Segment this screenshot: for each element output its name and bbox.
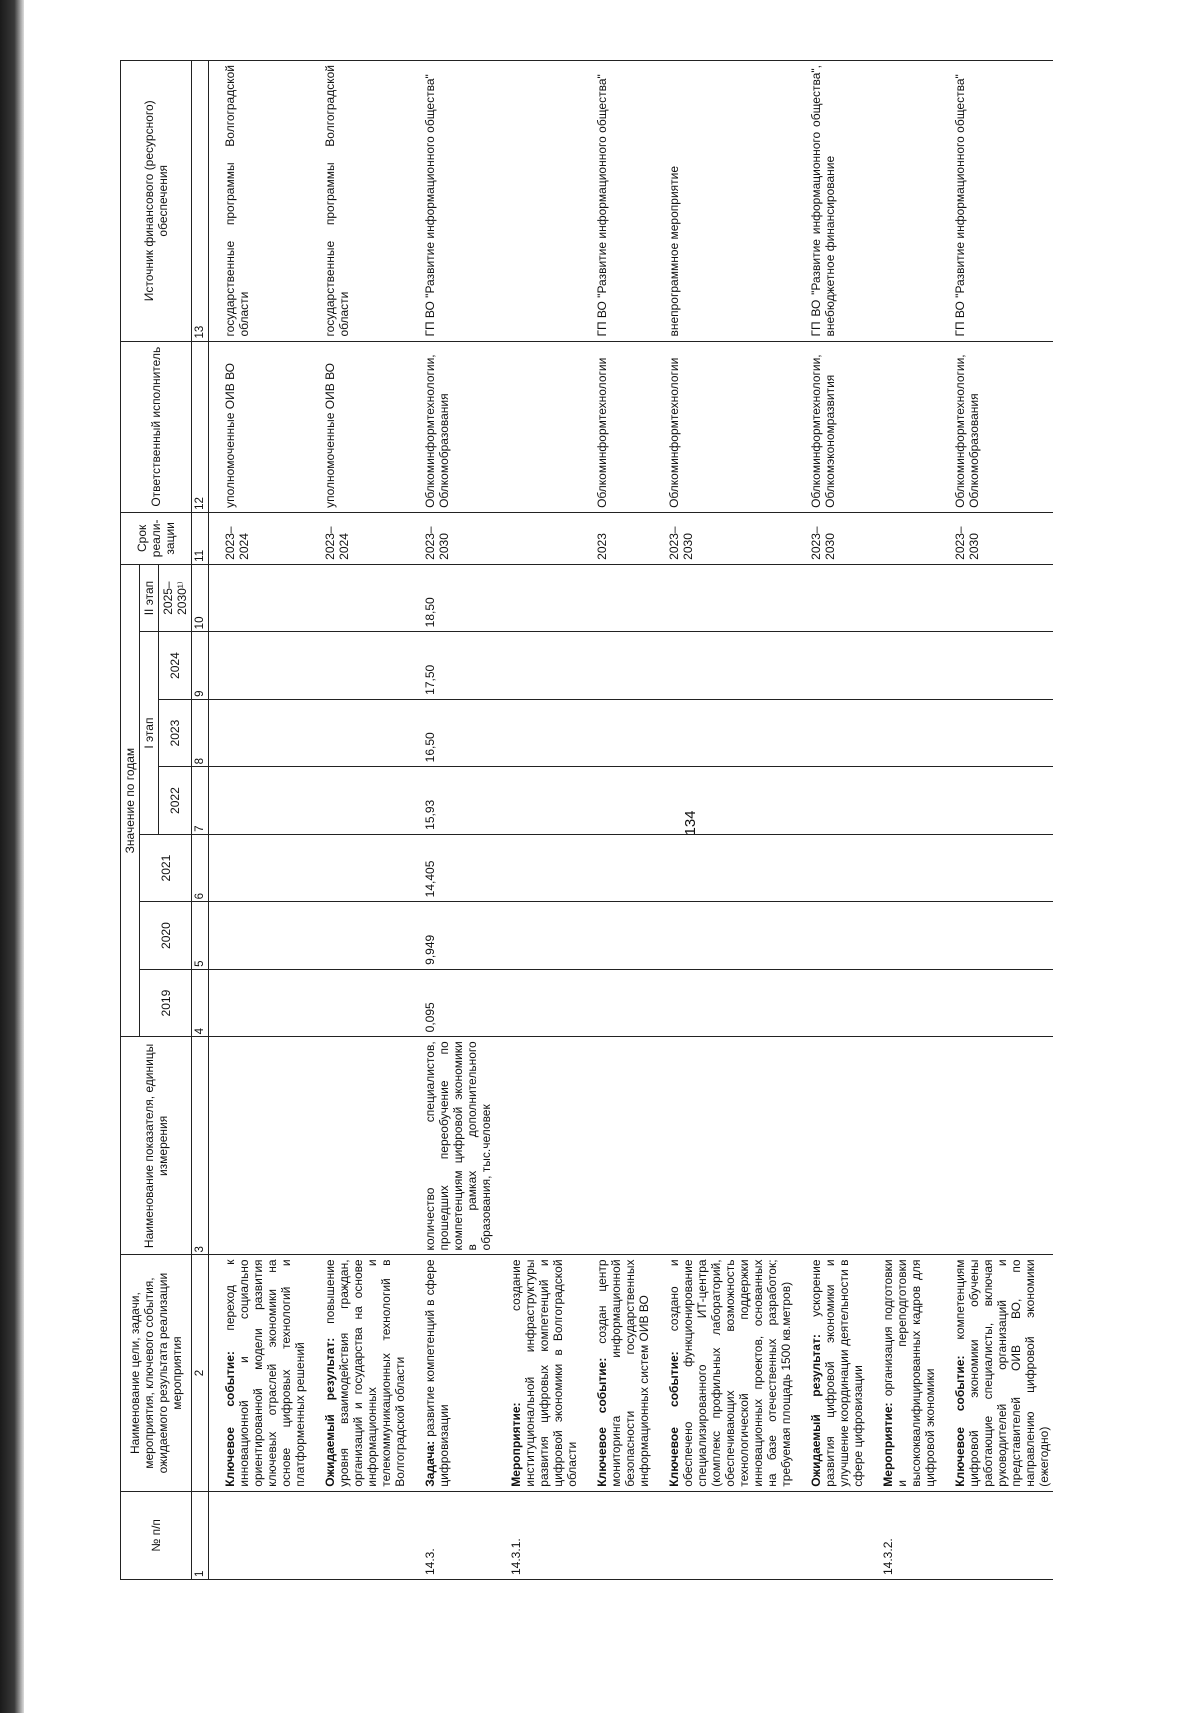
row-term: 2023 xyxy=(581,512,653,564)
row-value-2024 xyxy=(653,632,795,700)
row-value-2020: 9,949 xyxy=(409,902,495,970)
row-value-2022: 15,93 xyxy=(409,767,495,835)
column-number: 7 xyxy=(192,767,209,835)
row-text: организация подготовки и переподготовки высококвалифицированных кадров для цифровой экономики xyxy=(881,1259,937,1487)
row-name xyxy=(939,1255,1053,1491)
row-value-2019 xyxy=(309,969,409,1037)
column-number: 12 xyxy=(192,341,209,512)
column-number: 13 xyxy=(192,61,209,342)
header-num: № п/п xyxy=(121,1491,192,1579)
table-row xyxy=(653,61,795,1580)
row-source xyxy=(867,61,939,342)
header-term: Срок реали- зации xyxy=(121,512,192,564)
row-label: Ожидаемый результат: xyxy=(809,1334,823,1487)
row-value-2023 xyxy=(653,699,795,767)
row-number xyxy=(939,1491,1053,1579)
row-value-2023 xyxy=(867,699,939,767)
row-term xyxy=(867,512,939,564)
row-indicator xyxy=(581,1037,653,1255)
row-executor: Облкоминформтехнологии, Облкомэкономразвития xyxy=(795,341,867,512)
row-executor: уполномоченные ОИВ ВО xyxy=(309,341,409,512)
header-stage2: II этап xyxy=(140,564,159,632)
row-value-2022 xyxy=(867,767,939,835)
column-number: 9 xyxy=(192,632,209,700)
row-value-2019 xyxy=(795,969,867,1037)
row-source: государственные программы Волгоградской области xyxy=(209,61,310,342)
row-name xyxy=(795,1255,867,1491)
row-name xyxy=(409,1255,495,1491)
row-number: 14.3.2. xyxy=(867,1491,939,1579)
row-term: 2023– 2030 xyxy=(795,512,867,564)
row-value-2024 xyxy=(867,632,939,700)
row-number: 14.3.1. xyxy=(495,1491,581,1579)
row-value-2021 xyxy=(939,834,1053,902)
table-row xyxy=(309,61,409,1580)
row-value-2025 xyxy=(795,564,867,632)
row-text: ускорение развития цифровой экономики и улучшение координации деятельности в сфере цифровизации xyxy=(809,1259,865,1487)
row-value-2023 xyxy=(309,699,409,767)
row-value-2021 xyxy=(867,834,939,902)
header-2020: 2020 xyxy=(140,902,192,970)
row-value-2020 xyxy=(581,902,653,970)
header-values-by-year: Значение по годам xyxy=(121,564,140,1037)
row-label: Ожидаемый результат: xyxy=(323,1337,337,1487)
row-text: создано и обеспечено функционирование специализированного ИТ-центра (комплекс профильных лабораторий, обеспечивающих возможность технологической поддержки инновационных проектов, основанных на базе отечественных разработок; требуемая площадь 1500 кв.метров) xyxy=(667,1259,793,1487)
column-number: 8 xyxy=(192,699,209,767)
row-source: государственные программы Волгоградской области xyxy=(309,61,409,342)
row-indicator xyxy=(867,1037,939,1255)
row-value-2022 xyxy=(795,767,867,835)
program-table xyxy=(120,60,1053,1580)
row-source: внепрограммное мероприятие xyxy=(653,61,795,342)
row-value-2020 xyxy=(309,902,409,970)
row-value-2019 xyxy=(653,969,795,1037)
row-value-2024 xyxy=(495,632,581,700)
row-term: 2023– 2024 xyxy=(209,512,310,564)
row-value-2023 xyxy=(795,699,867,767)
row-executor: Облкоминформтехнологии xyxy=(653,341,795,512)
row-value-2024 xyxy=(209,632,310,700)
row-label: Мероприятие: xyxy=(881,1402,895,1487)
row-value-2025 xyxy=(495,564,581,632)
sheet-content xyxy=(120,60,1200,1580)
row-value-2023: 16,50 xyxy=(409,699,495,767)
row-value-2022 xyxy=(939,767,1053,835)
row-term: 2023– 2024 xyxy=(309,512,409,564)
row-indicator: количество специалистов, прошедших переобучение по компетенциям цифровой экономики в рамках дополнительного образования, тыс.человек xyxy=(409,1037,495,1255)
row-value-2023 xyxy=(209,699,310,767)
row-value-2022 xyxy=(581,767,653,835)
row-value-2025 xyxy=(581,564,653,632)
row-indicator xyxy=(495,1037,581,1255)
row-name xyxy=(209,1255,310,1491)
row-source: ГП ВО "Развитие информационного общества" xyxy=(581,61,653,342)
row-value-2023 xyxy=(581,699,653,767)
row-indicator xyxy=(795,1037,867,1255)
row-value-2020 xyxy=(209,902,310,970)
table-row xyxy=(867,61,939,1580)
row-number xyxy=(653,1491,795,1579)
row-label: Ключевое событие: xyxy=(595,1357,609,1487)
page-number: 134 xyxy=(682,810,699,836)
row-executor xyxy=(495,341,581,512)
row-value-2021 xyxy=(581,834,653,902)
row-value-2024 xyxy=(939,632,1053,700)
row-value-2021 xyxy=(795,834,867,902)
row-value-2023 xyxy=(939,699,1053,767)
row-text: развитие компетенций в сфере цифровизации xyxy=(423,1259,451,1487)
column-number: 4 xyxy=(192,969,209,1037)
row-executor xyxy=(867,341,939,512)
row-number xyxy=(795,1491,867,1579)
row-value-2024: 17,50 xyxy=(409,632,495,700)
column-number: 5 xyxy=(192,902,209,970)
row-value-2025: 18,50 xyxy=(409,564,495,632)
table-row xyxy=(581,61,653,1580)
header-source: Источник финансового (ресурсного) обеспечения xyxy=(121,61,192,342)
header-2019: 2019 xyxy=(140,969,192,1037)
header-2022: 2022 xyxy=(159,767,192,835)
row-term xyxy=(495,512,581,564)
row-value-2020 xyxy=(795,902,867,970)
row-value-2021 xyxy=(209,834,310,902)
row-label: Ключевое событие: xyxy=(223,1351,237,1487)
row-value-2021 xyxy=(309,834,409,902)
row-source: ГП ВО "Развитие информационного общества" xyxy=(939,61,1053,342)
row-text: создание институциональной инфраструктуры развития цифровых компетенций и цифровой экономики в Волгоградской области xyxy=(509,1259,579,1487)
row-number: 14.3. xyxy=(409,1491,495,1579)
rotated-sheet xyxy=(120,60,1200,1580)
row-text: создан центр мониторинга информационной безопасности государственных информационных систем ОИВ ВО xyxy=(595,1259,651,1487)
row-indicator xyxy=(209,1037,310,1255)
row-name xyxy=(309,1255,409,1491)
row-indicator xyxy=(939,1037,1053,1255)
row-source: ГП ВО "Развитие информационного общества" xyxy=(409,61,495,342)
row-value-2025 xyxy=(309,564,409,632)
column-numbers-row xyxy=(192,61,209,1580)
row-value-2020 xyxy=(495,902,581,970)
row-value-2020 xyxy=(653,902,795,970)
row-value-2022 xyxy=(309,767,409,835)
row-value-2020 xyxy=(939,902,1053,970)
row-executor: уполномоченные ОИВ ВО xyxy=(209,341,310,512)
row-value-2021: 14,405 xyxy=(409,834,495,902)
column-number: 10 xyxy=(192,564,209,632)
row-text: переход к инновационной и социально ориентированной модели развития ключевых отраслей экономики на основе цифровых технологий и платформенных решений xyxy=(223,1259,307,1487)
column-number: 1 xyxy=(192,1491,209,1579)
row-executor: Облкоминформтехнологии, Облкомобразования xyxy=(409,341,495,512)
header-2023: 2023 xyxy=(159,699,192,767)
row-value-2020 xyxy=(867,902,939,970)
row-value-2022 xyxy=(653,767,795,835)
row-number xyxy=(581,1491,653,1579)
row-value-2022 xyxy=(495,767,581,835)
row-source: ГП ВО "Развитие информационного общества", внебюджетное финансирование xyxy=(795,61,867,342)
header-name: Наименование цели, задачи, мероприятия, ключевого события, ожидаемого результата реализации мероприятия xyxy=(121,1255,192,1491)
row-value-2019: 0,095 xyxy=(409,969,495,1037)
row-text: компетенциям цифровой экономики обучены работающие специалисты, включая руководителей организаций и представителей ОИВ ВО, по направлению цифровой экономики (ежегодно) xyxy=(953,1259,1051,1487)
scan-edge xyxy=(0,0,24,1713)
row-value-2019 xyxy=(495,969,581,1037)
row-label: Задача: xyxy=(423,1440,437,1487)
row-number xyxy=(209,1491,310,1579)
row-term: 2023– 2030 xyxy=(653,512,795,564)
row-term: 2023– 2030 xyxy=(939,512,1053,564)
row-label: Ключевое событие: xyxy=(667,1351,681,1487)
header-stage1: I этап xyxy=(140,632,159,835)
row-value-2019 xyxy=(581,969,653,1037)
row-value-2025 xyxy=(867,564,939,632)
row-value-2019 xyxy=(939,969,1053,1037)
row-value-2021 xyxy=(653,834,795,902)
row-label: Ключевое событие: xyxy=(953,1355,967,1487)
row-indicator xyxy=(653,1037,795,1255)
table-body xyxy=(209,61,1054,1580)
row-name xyxy=(495,1255,581,1491)
row-value-2024 xyxy=(581,632,653,700)
table-row xyxy=(409,61,495,1580)
row-name xyxy=(867,1255,939,1491)
row-value-2022 xyxy=(209,767,310,835)
row-indicator xyxy=(309,1037,409,1255)
table-row xyxy=(209,61,310,1580)
row-name xyxy=(653,1255,795,1491)
column-number: 2 xyxy=(192,1255,209,1491)
column-number: 11 xyxy=(192,512,209,564)
row-value-2025 xyxy=(939,564,1053,632)
row-source xyxy=(495,61,581,342)
row-value-2025 xyxy=(653,564,795,632)
header-executor: Ответственный исполнитель xyxy=(121,341,192,512)
row-value-2025 xyxy=(209,564,310,632)
row-value-2021 xyxy=(495,834,581,902)
row-label: Мероприятие: xyxy=(509,1402,523,1487)
row-name xyxy=(581,1255,653,1491)
row-value-2024 xyxy=(795,632,867,700)
header-2021: 2021 xyxy=(140,834,192,902)
column-number: 3 xyxy=(192,1037,209,1255)
header-2024: 2024 xyxy=(159,632,192,700)
table-row xyxy=(795,61,867,1580)
row-executor: Облкоминформтехнологии, Облкомобразования xyxy=(939,341,1053,512)
row-executor: Облкоминформтехнологии xyxy=(581,341,653,512)
row-value-2019 xyxy=(209,969,310,1037)
column-number: 6 xyxy=(192,834,209,902)
table-row xyxy=(495,61,581,1580)
row-value-2023 xyxy=(495,699,581,767)
row-value-2019 xyxy=(867,969,939,1037)
row-term: 2023– 2030 xyxy=(409,512,495,564)
table-row xyxy=(939,61,1053,1580)
header-2025-2030: 2025– 2030¹⁾ xyxy=(159,564,192,632)
header-indicator: Наименование показателя, единицы измерения xyxy=(121,1037,192,1255)
row-number xyxy=(309,1491,409,1579)
row-value-2024 xyxy=(309,632,409,700)
row-text: повышение уровня взаимодействия граждан, организаций и государства на основе информационных и телекоммуникационных технологий в Волгоградской области xyxy=(323,1259,407,1487)
